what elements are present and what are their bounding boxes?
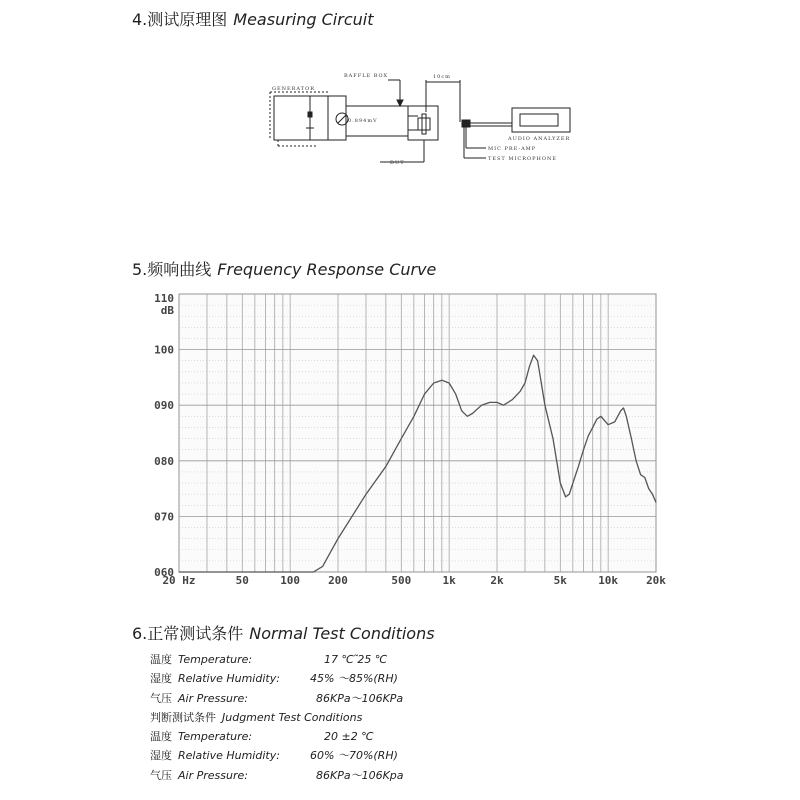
test-microphone-label: TEST MICROPHONE (488, 156, 557, 162)
condition-en: Relative Humidity: (178, 672, 280, 686)
x-tick-label: 5k (553, 574, 567, 587)
x-tick-label: 10k (598, 574, 619, 587)
condition-zh: 气压 (150, 768, 172, 782)
baffle-box (408, 106, 438, 140)
audio-analyzer-box (512, 108, 570, 132)
heading-number-zh: 5.频响曲线 (132, 260, 212, 279)
measuring-circuit-diagram (268, 68, 578, 178)
y-unit-label: dB (160, 304, 174, 317)
heading-en: Measuring Circuit (233, 10, 374, 29)
heading-number-zh: 6.正常测试条件 (132, 624, 244, 643)
microphone-icon (462, 120, 470, 127)
condition-value: 60% ～70%(RH) (310, 749, 398, 763)
condition-row (150, 689, 404, 708)
y-tick-label: 060 (154, 566, 174, 579)
x-tick-label: 200 (328, 574, 348, 587)
x-tick-label: 1k (442, 574, 456, 587)
x-tick-label: 500 (391, 574, 412, 587)
condition-value: 86KPa～106Kpa (316, 768, 404, 782)
condition-value: 20 ±2 ℃ (324, 730, 374, 744)
baffle-box-label: BAFFLE BOX (344, 73, 389, 79)
x-tick-label: 2k (490, 574, 504, 587)
plot-area (179, 294, 656, 572)
audio-analyzer-label: AUDIO ANALYZER (508, 136, 571, 142)
condition-zh: 温度 (150, 730, 172, 744)
condition-en: Air Pressure: (178, 768, 248, 782)
x-tick-label: 20k (646, 574, 666, 587)
heading-en: Normal Test Conditions (249, 624, 435, 643)
condition-zh: 温度 (150, 653, 172, 666)
y-tick-label: 080 (154, 454, 174, 468)
conditions-list (150, 650, 404, 785)
analyzer-screen (520, 114, 558, 126)
measuring-circuit-heading (132, 7, 373, 30)
condition-value: 45% ～85%(RH) (310, 672, 398, 686)
condition-zh: 湿度 (150, 672, 172, 686)
y-tick-label: 070 (154, 510, 174, 524)
distance-label: 10cm (433, 74, 451, 80)
dut-label: DUT (390, 160, 405, 166)
x-tick-label: 20 Hz (162, 574, 196, 587)
x-tick-label: 50 (235, 574, 249, 587)
y-tick-label: 110 (154, 292, 174, 305)
voltage-label: 0.894mV (348, 118, 378, 124)
heading-number-zh: 4.测试原理图 (132, 10, 228, 29)
condition-value: 86KPa～106KPa (316, 691, 404, 705)
mic-preamp-label: MIC PRE-AMP (488, 146, 537, 152)
condition-row (150, 746, 398, 765)
generator-label: GENERATOR (272, 86, 315, 92)
y-tick-label: 100 (154, 343, 174, 357)
frequency-response-chart (146, 286, 676, 588)
normal-test-conditions-heading (132, 621, 435, 644)
condition-row (150, 708, 362, 727)
frequency-response-heading (132, 257, 436, 280)
speaker-icon (418, 118, 430, 130)
condition-zh: 气压 (150, 691, 172, 705)
condition-row (150, 766, 404, 785)
y-tick-label: 090 (154, 399, 174, 413)
condition-en: Temperature: (178, 653, 253, 666)
heading-en: Frequency Response Curve (217, 260, 437, 279)
x-tick-label: 100 (280, 574, 301, 587)
condition-row (150, 669, 398, 688)
condition-en: Temperature: (178, 730, 253, 744)
condition-en: Air Pressure: (178, 691, 248, 705)
condition-zh: 判断测试条件 (150, 710, 216, 724)
condition-row (150, 727, 374, 746)
condition-zh: 湿度 (150, 749, 172, 763)
condition-en: Relative Humidity: (178, 749, 280, 763)
condition-en: Judgment Test Conditions (222, 710, 363, 724)
condition-value: 17 ℃ ̃25 ℃ (324, 653, 388, 666)
condition-row (150, 650, 388, 669)
